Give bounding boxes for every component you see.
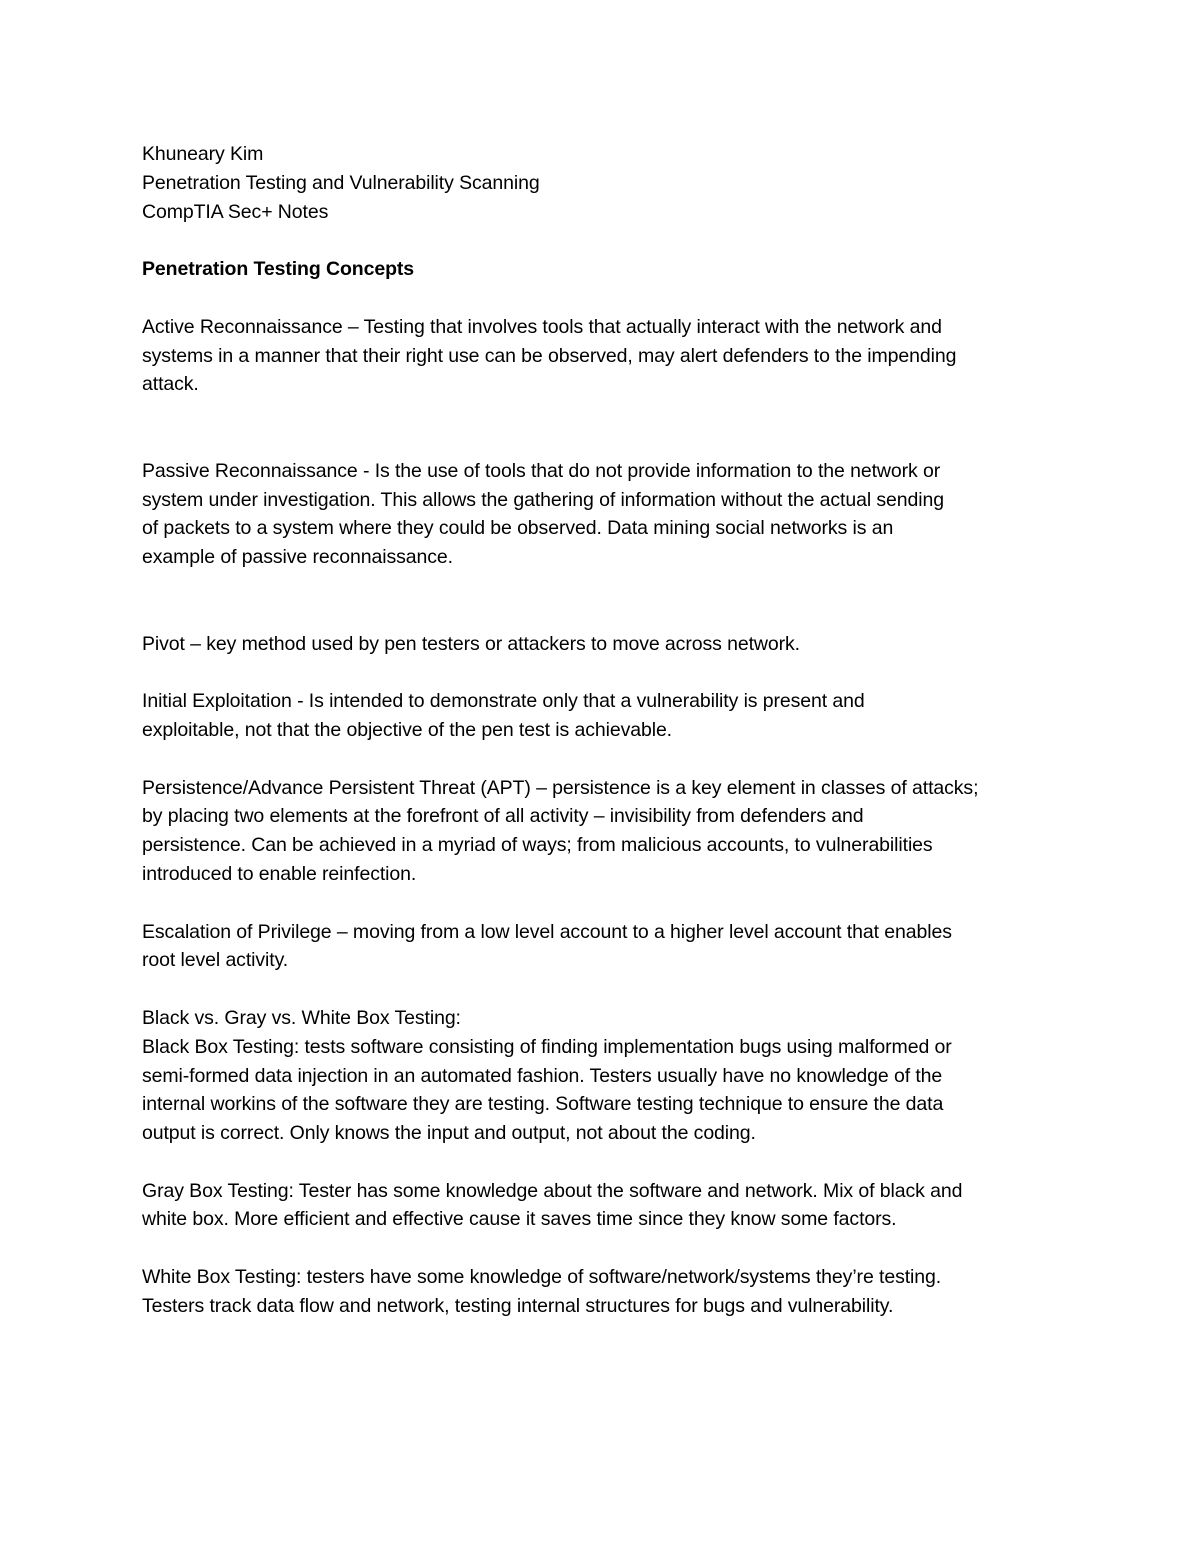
spacer (142, 1148, 1060, 1177)
section-heading: Penetration Testing Concepts (142, 258, 415, 281)
paragraph-white-box-testing (142, 1263, 1060, 1321)
spacer (142, 1234, 1060, 1263)
paragraph-escalation-of-privilege (142, 918, 1060, 976)
paragraph-line: Pivot – key method used by pen testers or attackers to move across network. (142, 632, 800, 655)
paragraph-persistence (142, 774, 1060, 889)
paragraph-line: example of passive reconnaissance. (142, 546, 453, 569)
paragraph-gray-box-testing (142, 1177, 1060, 1235)
paragraph-line: Escalation of Privilege – moving from a low level account to a higher level account that enables (142, 920, 952, 943)
paragraph-line: systems in a manner that their right use can be observed, may alert defenders to the impending (142, 344, 957, 367)
paragraph-line: introduced to enable reinfection. (142, 862, 417, 885)
paragraph-line: White Box Testing: testers have some knowledge of software/network/systems they’re testing. (142, 1266, 942, 1289)
spacer (142, 572, 1060, 630)
paragraph-line: semi-formed data injection in an automated fashion. Testers usually have no knowledge of the (142, 1064, 943, 1087)
spacer (142, 399, 1060, 457)
paragraph-initial-exploitation (142, 687, 1060, 745)
spacer (142, 284, 1060, 313)
paragraph-line: system under investigation. This allows the gathering of information without the actual sending (142, 488, 945, 511)
document-header (142, 140, 1060, 226)
paragraph-line: root level activity. (142, 949, 289, 972)
author-name: Khuneary Kim (142, 143, 264, 165)
paragraph-pivot (142, 630, 1060, 659)
spacer (142, 889, 1060, 918)
paragraph-passive-reconnaissance (142, 457, 1060, 572)
spacer (142, 975, 1060, 1004)
spacer (142, 226, 1060, 255)
paragraph-box-testing (142, 1004, 1060, 1148)
paragraph-line: Active Reconnaissance – Testing that involves tools that actually interact with the network and (142, 315, 942, 338)
paragraph-line: Testers track data flow and network, testing internal structures for bugs and vulnerability. (142, 1294, 894, 1317)
paragraph-line: Black vs. Gray vs. White Box Testing: (142, 1006, 461, 1029)
paragraph-line: internal workins of the software they are testing. Software testing technique to ensure the data (142, 1093, 944, 1116)
spacer (142, 745, 1060, 774)
paragraph-line: Passive Reconnaissance - Is the use of tools that do not provide information to the network or (142, 459, 941, 482)
paragraph-line: Initial Exploitation - Is intended to demonstrate only that a vulnerability is present and (142, 690, 865, 713)
paragraph-line: Gray Box Testing: Tester has some knowledge about the software and network. Mix of black and (142, 1179, 963, 1202)
paragraph-line: Persistence/Advance Persistent Threat (APT) – persistence is a key element in classes of attacks; (142, 776, 979, 799)
paragraph-line: of packets to a system where they could be observed. Data mining social networks is an (142, 517, 894, 540)
paragraph-line: Black Box Testing: tests software consisting of finding implementation bugs using malformed or (142, 1035, 952, 1058)
course-name: CompTIA Sec+ Notes (142, 200, 329, 223)
paragraph-line: white box. More efficient and effective cause it saves time since they know some factors. (142, 1208, 897, 1231)
paragraph-line: persistence. Can be achieved in a myriad of ways; from malicious accounts, to vulnerabilities (142, 834, 933, 857)
spacer (142, 658, 1060, 687)
paragraph-line: by placing two elements at the forefront of all activity – invisibility from defenders and (142, 805, 864, 828)
paragraph-line: exploitable, not that the objective of the pen test is achievable. (142, 718, 673, 741)
paragraph-line: output is correct. Only knows the input and output, not about the coding. (142, 1122, 756, 1145)
document-title: Penetration Testing and Vulnerability Scanning (142, 171, 540, 194)
paragraph-line: attack. (142, 373, 199, 396)
paragraph-active-reconnaissance (142, 313, 1060, 399)
